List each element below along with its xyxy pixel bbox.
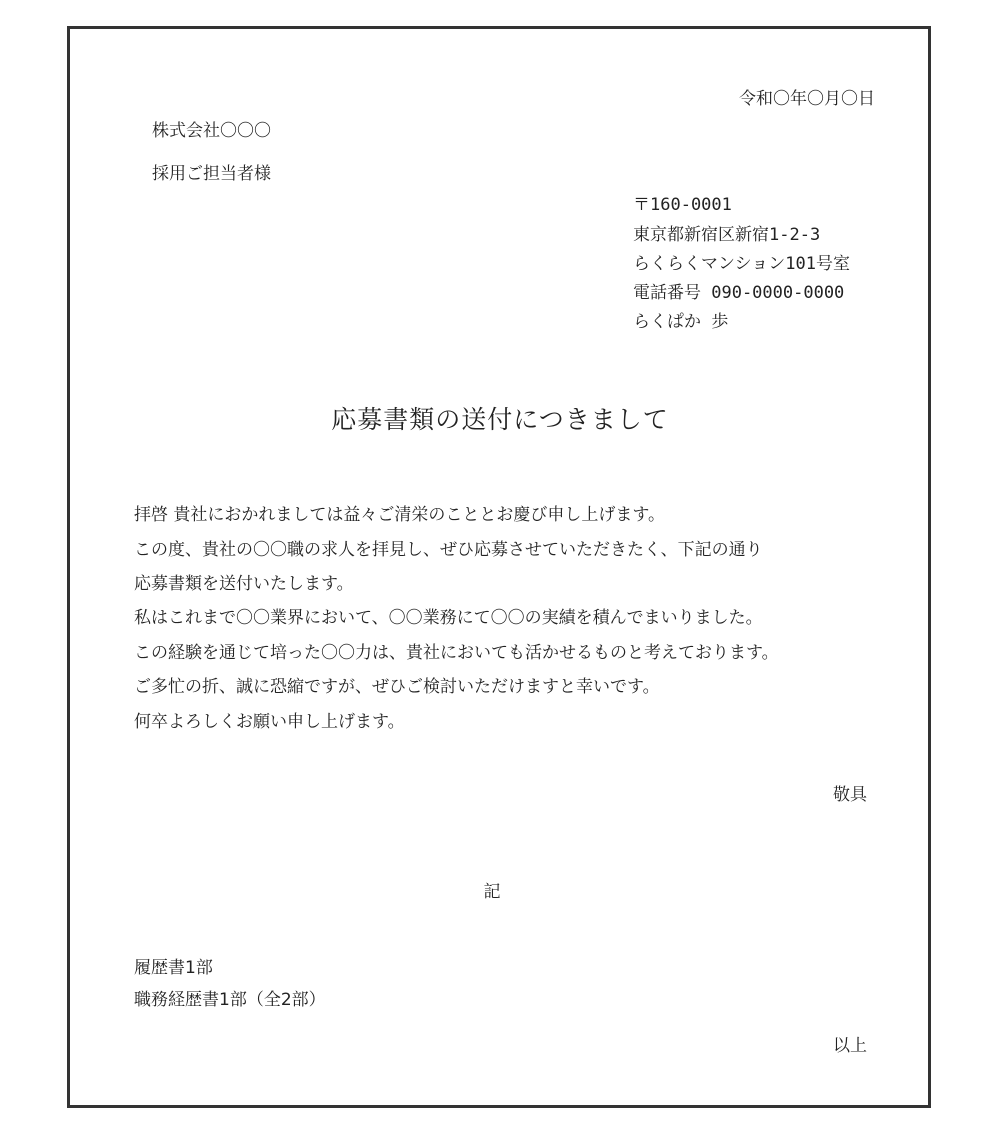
ki-heading: 記: [483, 882, 501, 902]
body-line: ご多忙の折、誠に恐縮ですが、ぜひご検討いただけますと幸いです。: [134, 677, 660, 697]
body-line: この経験を通じて培った〇〇力は、貴社においても活かせるものと考えております。: [134, 643, 779, 663]
enclosure-item: 職務経歴書1部（全2部）: [134, 990, 326, 1010]
body-line: 拝啓 貴社におかれましては益々ご清栄のこととお慶び申し上げます。: [134, 505, 666, 525]
letter-title: 応募書類の送付につきまして: [331, 405, 669, 434]
recipient-company: 株式会社〇〇〇: [152, 121, 271, 141]
body-line: 応募書類を送付いたします。: [134, 574, 354, 594]
sender-address-line1: 東京都新宿区新宿1-2-3: [633, 225, 821, 245]
recipient-contact: 採用ご担当者様: [152, 164, 271, 184]
enclosure-item: 履歴書1部: [134, 958, 213, 978]
sender-address-line2: らくらくマンション101号室: [633, 254, 850, 274]
sender-phone: 電話番号 090-0000-0000: [633, 283, 845, 303]
letter-date: 令和〇年〇月〇日: [739, 89, 875, 109]
body-line: この度、貴社の〇〇職の求人を拝見し、ぜひ応募させていただきたく、下記の通り: [134, 540, 763, 560]
sender-name: らくぱか 歩: [633, 312, 729, 332]
closing-keigu: 敬具: [833, 785, 867, 805]
closing-ijou: 以上: [833, 1036, 867, 1056]
body-line: 私はこれまで〇〇業界において、〇〇業務にて〇〇の実績を積んでまいりました。: [134, 608, 763, 628]
sender-postal: 〒160-0001: [633, 195, 732, 215]
letter-page: [67, 26, 931, 1108]
body-line: 何卒よろしくお願い申し上げます。: [134, 712, 405, 732]
